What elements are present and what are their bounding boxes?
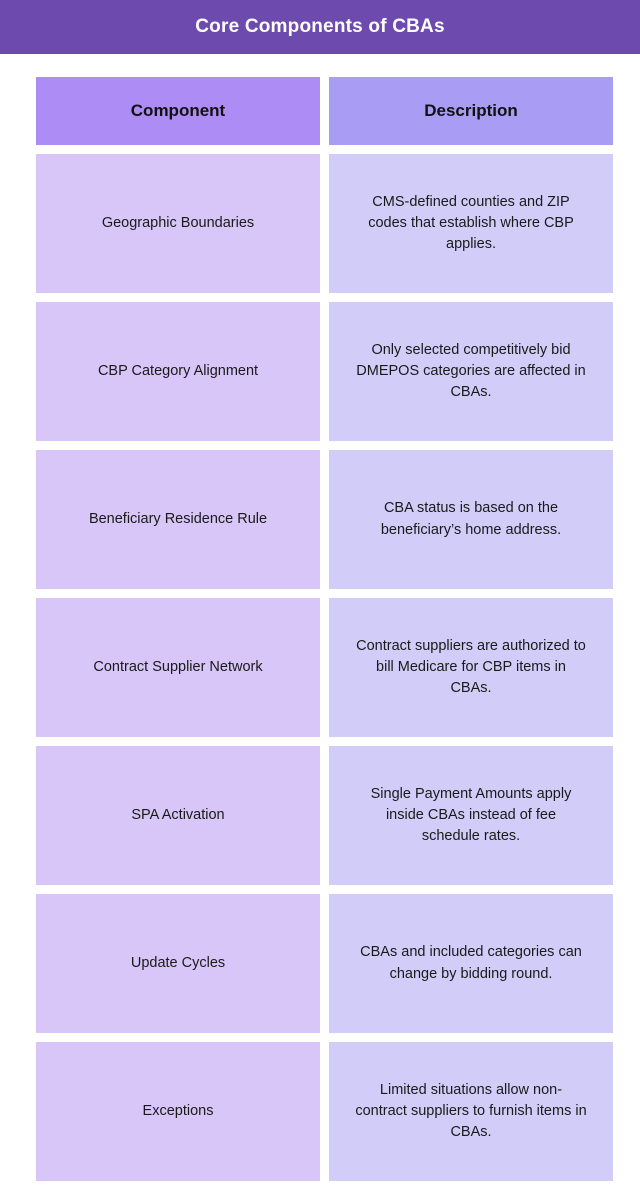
page-banner (0, 0, 640, 54)
table-body (36, 154, 613, 1181)
cell-description: CBA status is based on the beneficiary’s home address. (329, 450, 613, 589)
cell-description: CBAs and included categories can change by bidding round. (329, 894, 613, 1033)
table-row (36, 450, 613, 589)
table-container (0, 54, 640, 1190)
table-row (36, 154, 613, 293)
table-row (36, 894, 613, 1033)
table-header-row (36, 77, 613, 145)
cell-description: Single Payment Amounts apply inside CBAs instead of fee schedule rates. (329, 746, 613, 885)
table-row (36, 598, 613, 737)
cell-component: Contract Supplier Network (36, 598, 320, 737)
page-title: Core Components of CBAs (195, 15, 445, 37)
table-row (36, 746, 613, 885)
components-table (27, 68, 622, 1190)
table-row (36, 1042, 613, 1181)
cell-description: Contract suppliers are authorized to bill Medicare for CBP items in CBAs. (329, 598, 613, 737)
cell-component: Update Cycles (36, 894, 320, 1033)
column-header-component: Component (36, 77, 320, 145)
cell-component: Exceptions (36, 1042, 320, 1181)
table-header (36, 77, 613, 145)
cell-component: SPA Activation (36, 746, 320, 885)
table-row (36, 302, 613, 441)
column-header-description: Description (329, 77, 613, 145)
cell-description: CMS-defined counties and ZIP codes that establish where CBP applies. (329, 154, 613, 293)
cell-description: Only selected competitively bid DMEPOS categories are affected in CBAs. (329, 302, 613, 441)
cell-component: Geographic Boundaries (36, 154, 320, 293)
cell-description: Limited situations allow non-contract suppliers to furnish items in CBAs. (329, 1042, 613, 1181)
cell-component: CBP Category Alignment (36, 302, 320, 441)
cell-component: Beneficiary Residence Rule (36, 450, 320, 589)
